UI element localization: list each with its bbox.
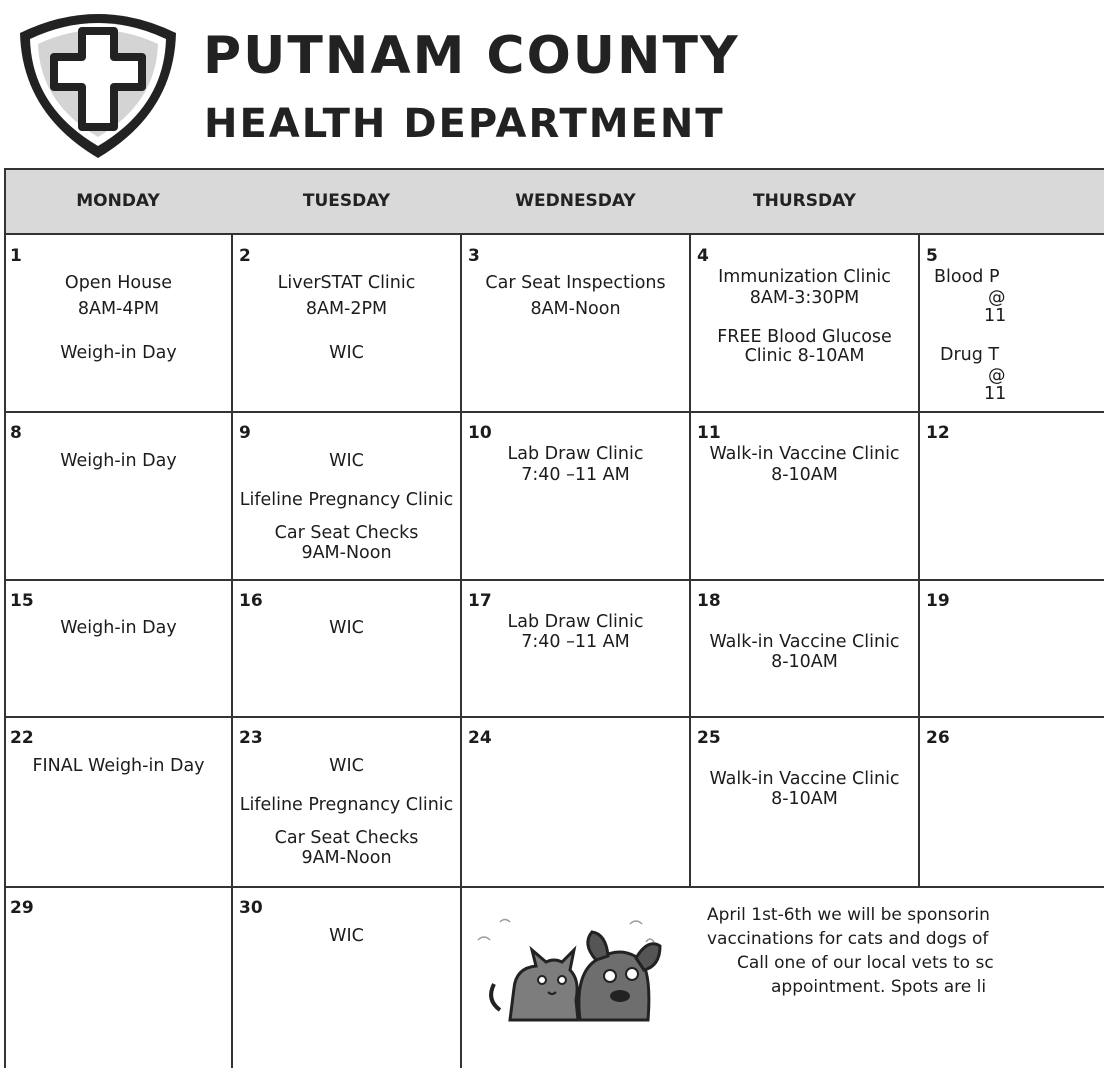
event-text: Blood P bbox=[934, 267, 1000, 287]
cat-and-dog-icon bbox=[470, 910, 670, 1020]
event-text: WIC bbox=[329, 618, 364, 638]
day-number: 1 bbox=[10, 246, 22, 266]
weekday-thursday: THURSDAY bbox=[753, 191, 856, 211]
calendar-day bbox=[920, 236, 1007, 412]
calendar-day bbox=[233, 236, 460, 412]
event-text: Car Seat Inspections bbox=[485, 273, 666, 293]
event-text: WIC bbox=[329, 451, 364, 471]
day-number: 11 bbox=[697, 423, 721, 443]
day-number: 19 bbox=[926, 591, 950, 611]
day-number: 9 bbox=[239, 423, 251, 443]
event-text: Drug T bbox=[940, 345, 1000, 365]
calendar-day bbox=[462, 581, 689, 716]
event-text: Weigh-in Day bbox=[60, 451, 177, 471]
day-number: 23 bbox=[239, 728, 263, 748]
note-line: appointment. Spots are li bbox=[771, 977, 987, 997]
event-text: 11 bbox=[984, 384, 1007, 404]
org-name-line2: HEALTH DEPARTMENT bbox=[204, 101, 725, 147]
day-number: 16 bbox=[239, 591, 263, 611]
calendar-day bbox=[6, 888, 231, 1013]
header bbox=[0, 0, 998, 168]
calendar-day bbox=[6, 581, 231, 716]
weekday-wednesday: WEDNESDAY bbox=[515, 191, 636, 211]
event-text: 8-10AM bbox=[771, 652, 838, 672]
calendar-day bbox=[691, 718, 918, 886]
day-number: 4 bbox=[697, 246, 709, 266]
event-text: Clinic 8-10AM bbox=[744, 346, 865, 366]
event-text: 7:40 –11 AM bbox=[521, 465, 630, 485]
day-number: 18 bbox=[697, 591, 721, 611]
calendar-day bbox=[691, 236, 918, 412]
event-text: 11 bbox=[984, 306, 1007, 326]
calendar-day bbox=[233, 581, 460, 716]
day-number: 25 bbox=[697, 728, 721, 748]
calendar-day bbox=[920, 413, 998, 579]
event-text: 8-10AM bbox=[771, 465, 838, 485]
weekday-header-row bbox=[4, 168, 1104, 235]
event-text: FREE Blood Glucose bbox=[717, 327, 892, 347]
day-number: 8 bbox=[10, 423, 22, 443]
day-number: 26 bbox=[926, 728, 950, 748]
weekday-monday: MONDAY bbox=[76, 191, 160, 211]
calendar-day bbox=[6, 718, 231, 886]
calendar-day bbox=[462, 413, 689, 579]
event-text: @ bbox=[988, 366, 1006, 386]
calendar-day bbox=[233, 888, 460, 1013]
note-line: Call one of our local vets to sc bbox=[737, 953, 994, 973]
event-text: 9AM-Noon bbox=[301, 848, 392, 868]
calendar-day bbox=[233, 413, 460, 579]
event-text: 9AM-Noon bbox=[301, 543, 392, 563]
event-text: 7:40 –11 AM bbox=[521, 632, 630, 652]
event-text: FINAL Weigh-in Day bbox=[32, 756, 205, 776]
pet-vaccination-note bbox=[707, 903, 994, 999]
event-text: Walk-in Vaccine Clinic bbox=[709, 632, 900, 652]
org-name-line1: PUTNAM COUNTY bbox=[203, 26, 740, 86]
day-number: 30 bbox=[239, 898, 263, 918]
calendar-day bbox=[920, 718, 998, 886]
event-text: 8AM-4PM bbox=[77, 299, 160, 319]
day-number: 24 bbox=[468, 728, 492, 748]
note-line: vaccinations for cats and dogs of bbox=[707, 929, 989, 949]
calendar-day bbox=[462, 718, 689, 886]
event-text: WIC bbox=[329, 756, 364, 776]
weekday-tuesday: TUESDAY bbox=[302, 191, 391, 211]
calendar-day bbox=[6, 236, 231, 412]
day-number: 29 bbox=[10, 898, 34, 918]
event-text: Weigh-in Day bbox=[60, 618, 177, 638]
event-text: LiverSTAT Clinic bbox=[277, 273, 416, 293]
event-text: Car Seat Checks bbox=[274, 828, 419, 848]
shield-cross-icon bbox=[14, 3, 182, 161]
note-line: April 1st-6th we will be sponsorin bbox=[707, 905, 990, 925]
event-text: 8-10AM bbox=[771, 789, 838, 809]
calendar-day bbox=[6, 413, 231, 579]
day-number: 15 bbox=[10, 591, 34, 611]
event-text: Car Seat Checks bbox=[274, 523, 419, 543]
event-text: Open House bbox=[64, 273, 173, 293]
event-text: @ bbox=[988, 288, 1006, 308]
event-text: WIC bbox=[329, 343, 364, 363]
event-text: Lifeline Pregnancy Clinic bbox=[239, 490, 454, 510]
event-text: Weigh-in Day bbox=[60, 343, 177, 363]
event-text: 8AM-3:30PM bbox=[749, 288, 860, 308]
day-number: 17 bbox=[468, 591, 492, 611]
calendar-day bbox=[462, 236, 689, 412]
calendar-day bbox=[691, 413, 918, 579]
calendar-day bbox=[920, 581, 998, 716]
event-text: Walk-in Vaccine Clinic bbox=[709, 769, 900, 789]
day-number: 3 bbox=[468, 246, 480, 266]
event-text: Lab Draw Clinic bbox=[507, 612, 644, 632]
event-text: Immunization Clinic bbox=[718, 267, 891, 287]
calendar-day bbox=[691, 581, 918, 716]
day-number: 10 bbox=[468, 423, 492, 443]
event-text: Lifeline Pregnancy Clinic bbox=[239, 795, 454, 815]
day-number: 22 bbox=[10, 728, 34, 748]
event-text: 8AM-2PM bbox=[305, 299, 388, 319]
day-number: 5 bbox=[926, 246, 938, 266]
event-text: 8AM-Noon bbox=[530, 299, 621, 319]
day-number: 12 bbox=[926, 423, 950, 443]
event-text: Lab Draw Clinic bbox=[507, 444, 644, 464]
event-text: WIC bbox=[329, 926, 364, 946]
event-text: Walk-in Vaccine Clinic bbox=[709, 444, 900, 464]
calendar-day bbox=[233, 718, 460, 886]
day-number: 2 bbox=[239, 246, 251, 266]
